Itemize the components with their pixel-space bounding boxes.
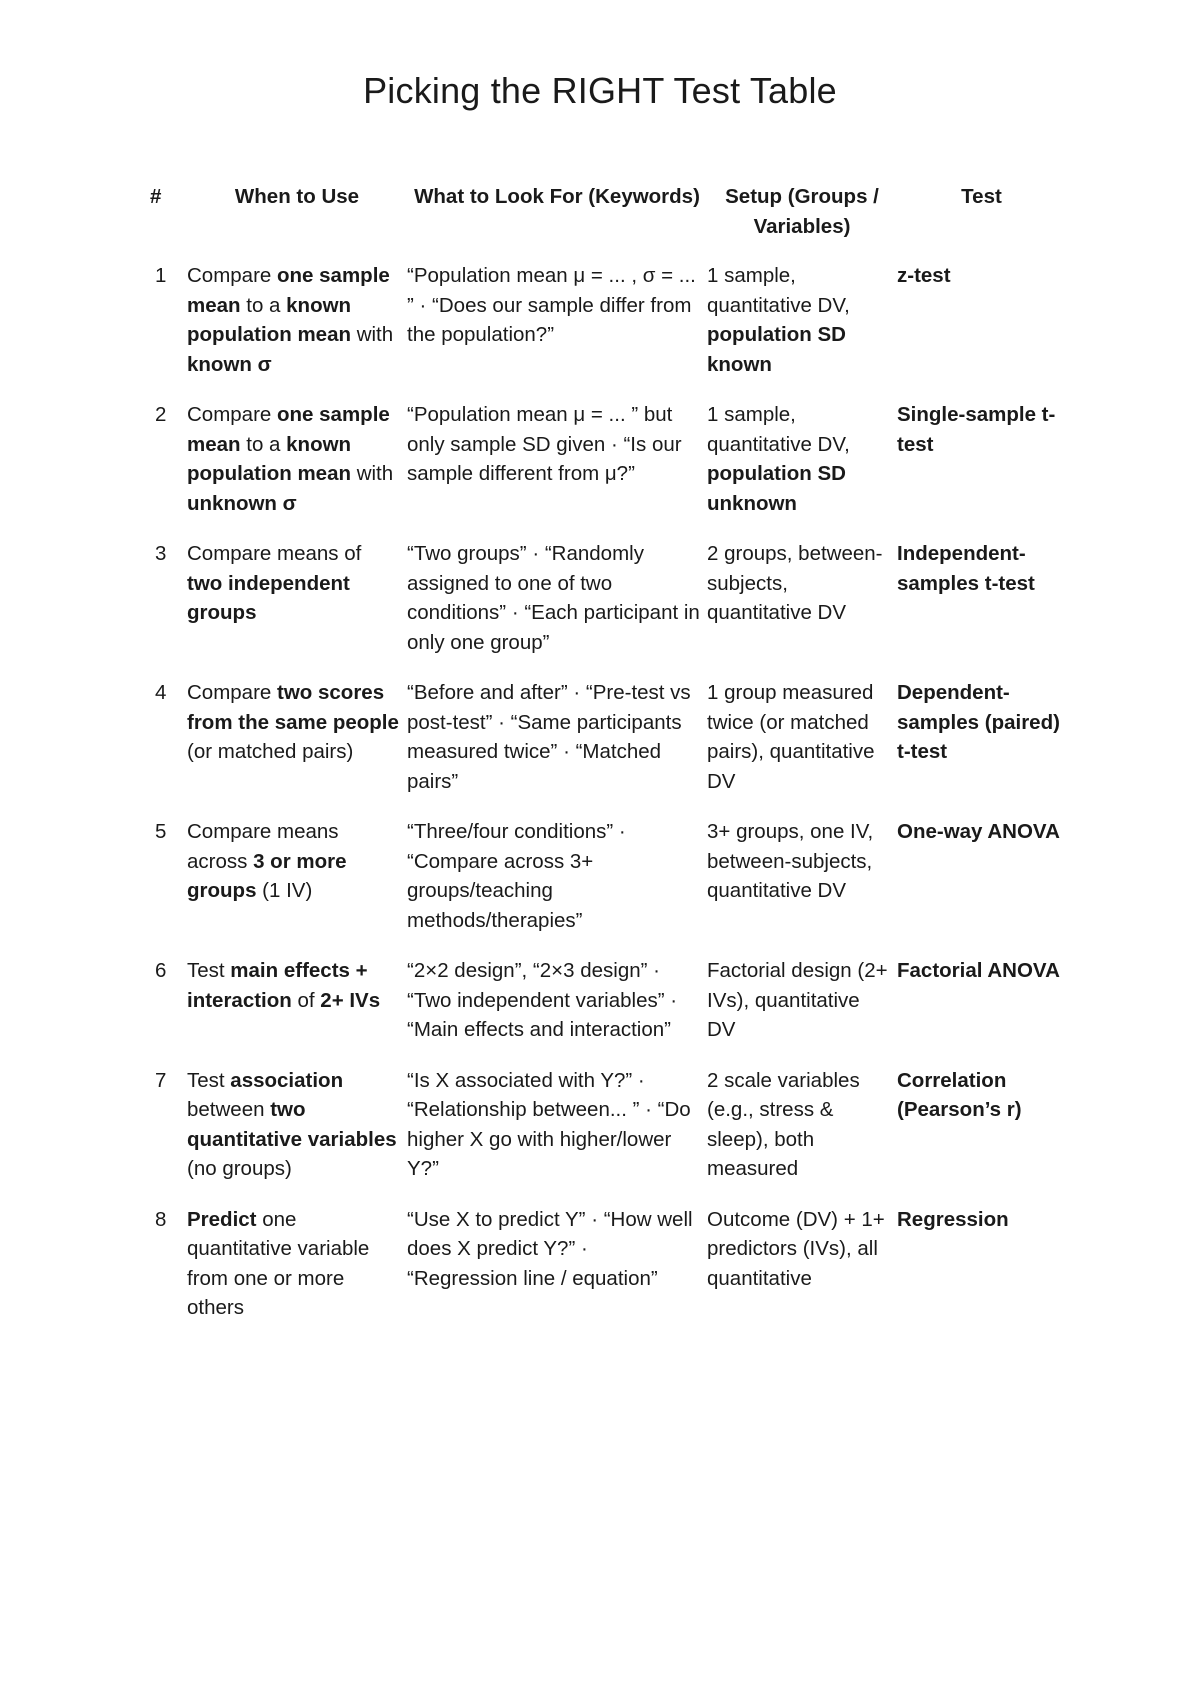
when-to-use-cell: [187, 678, 407, 817]
keywords-cell: “Three/four conditions” · “Compare across 3+ groups/teaching methods/therapies”: [407, 820, 626, 932]
cell-text: Compare means of: [187, 542, 362, 565]
emphasis-text: 3 or more groups: [187, 849, 347, 902]
cell-text: with: [351, 323, 394, 346]
emphasis-text: two independent groups: [187, 571, 350, 624]
when-to-use-cell: [187, 539, 407, 678]
test-name-cell: z-test: [897, 264, 951, 287]
table-row: [146, 261, 1066, 400]
emphasis-text: one sample mean: [187, 264, 390, 317]
emphasis-text: association: [230, 1068, 344, 1092]
cell-text: (no groups): [187, 1157, 292, 1180]
cell-text: Compare means across: [187, 820, 339, 873]
emphasis-text: unknown σ: [187, 491, 297, 515]
row-number: 5: [155, 820, 167, 843]
cell-text: Compare: [187, 681, 278, 704]
keywords-cell: “Population mean μ = ... ” but only sample SD given · “Is our sample different from μ?”: [407, 403, 682, 485]
test-name-cell: Independent-samples t-test: [897, 542, 1035, 595]
cell-text: 1 group measured twice (or matched pairs), quantitative DV: [707, 681, 875, 793]
header-when-to-use: When to Use: [234, 185, 360, 208]
header-row: [146, 182, 1066, 261]
emphasis-text: two quantitative variables: [187, 1098, 397, 1151]
cell-text: Test: [187, 959, 231, 982]
header-number: #: [150, 185, 162, 208]
table-row: [146, 956, 1066, 1066]
row-number: 7: [155, 1068, 167, 1092]
emphasis-text: two scores from the same people: [187, 681, 399, 734]
cell-text: 1 sample, quantitative DV,: [707, 403, 850, 456]
setup-cell: [707, 1205, 897, 1344]
setup-cell: [707, 956, 897, 1066]
table-row: [146, 1205, 1066, 1344]
table-header: [146, 182, 1066, 261]
setup-cell: [707, 817, 897, 956]
emphasis-text: known population mean: [187, 432, 352, 485]
row-number: 8: [155, 1207, 167, 1231]
cell-text: 2 groups, between-subjects, quantitative DV: [707, 542, 883, 624]
cell-text: (or matched pairs): [187, 740, 354, 763]
setup-cell: [707, 400, 897, 539]
cell-text: one quantitative variable from one or more others: [187, 1207, 370, 1319]
when-to-use-cell: [187, 956, 407, 1066]
setup-cell: [707, 678, 897, 817]
header-what-to-look-for: What to Look For (Keywords): [414, 185, 700, 208]
emphasis-text: one sample mean: [187, 403, 390, 456]
when-to-use-cell: [187, 817, 407, 956]
cell-text: Test: [187, 1068, 231, 1092]
emphasis-text: Predict: [187, 1207, 257, 1231]
keywords-cell: “Use X to predict Y” · “How well does X predict Y?” · “Regression line / equation”: [407, 1207, 693, 1290]
when-to-use-cell: [187, 1066, 407, 1205]
cell-text: 1 sample, quantitative DV,: [707, 264, 850, 317]
test-name-cell: One-way ANOVA: [897, 820, 1060, 843]
row-number: 6: [155, 959, 167, 982]
cell-text: of: [291, 988, 321, 1012]
cell-text: 3+ groups, one IV, between-subjects, quantitative DV: [707, 820, 874, 902]
test-name-cell: Single-sample t-test: [897, 403, 1056, 456]
row-number: 2: [155, 403, 167, 426]
setup-cell: [707, 539, 897, 678]
cell-text: Factorial design (2+ IVs), quantitative DV: [707, 959, 888, 1041]
row-number: 1: [155, 264, 167, 287]
table-row: [146, 400, 1066, 539]
keywords-cell: “Population mean μ = ... , σ = ... ” · “Does our sample differ from the population?”: [407, 264, 696, 346]
test-name-cell: Dependent-samples (paired) t-test: [897, 681, 1060, 763]
emphasis-text: known σ: [187, 352, 272, 376]
when-to-use-cell: [187, 261, 407, 400]
keywords-cell: “Is X associated with Y?” · “Relationship between... ” · “Do higher X go with higher/lower Y?”: [407, 1068, 691, 1180]
emphasis-text: population SD unknown: [707, 462, 846, 515]
cell-text: to a: [240, 293, 287, 317]
row-number: 3: [155, 542, 167, 565]
cell-text: 2 scale variables (e.g., stress & sleep), both measured: [707, 1068, 860, 1180]
keywords-cell: “Two groups” · “Randomly assigned to one of two conditions” · “Each participant in only one group”: [407, 542, 700, 654]
row-number: 4: [155, 681, 167, 704]
test-name-cell: Factorial ANOVA: [897, 959, 1060, 982]
table-row: [146, 1066, 1066, 1205]
emphasis-text: 2+ IVs: [320, 988, 381, 1012]
test-name-cell: Regression: [897, 1207, 1009, 1231]
when-to-use-cell: [187, 1205, 407, 1344]
test-name-cell: Correlation (Pearson’s r): [897, 1068, 1022, 1121]
cell-text: between: [187, 1098, 271, 1121]
cell-text: to a: [240, 432, 287, 456]
setup-cell: [707, 261, 897, 400]
emphasis-text: population SD known: [707, 323, 846, 376]
cell-text: Outcome (DV) + 1+ predictors (IVs), all quantitative: [707, 1207, 885, 1290]
keywords-cell: “2×2 design”, “2×3 design” · “Two independent variables” · “Main effects and interaction”: [407, 959, 678, 1041]
table-row: [146, 539, 1066, 678]
cell-text: Compare: [187, 264, 278, 287]
header-setup: Setup (Groups / Variables): [725, 185, 879, 238]
keywords-cell: “Before and after” · “Pre-test vs post-test” · “Same participants measured twice” · “Matched pairs”: [407, 681, 691, 793]
cell-text: (1 IV): [256, 879, 313, 902]
header-test: Test: [961, 185, 1002, 208]
table-body: [146, 261, 1066, 1344]
test-selection-table: [146, 182, 1066, 1344]
table-row: [146, 817, 1066, 956]
cell-text: Compare: [187, 403, 278, 426]
when-to-use-cell: [187, 400, 407, 539]
emphasis-text: main effects + interaction: [187, 959, 368, 1012]
table-row: [146, 678, 1066, 817]
setup-cell: [707, 1066, 897, 1205]
cell-text: with: [351, 462, 394, 485]
emphasis-text: known population mean: [187, 293, 352, 346]
page-title: Picking the RIGHT Test Table: [363, 70, 837, 111]
